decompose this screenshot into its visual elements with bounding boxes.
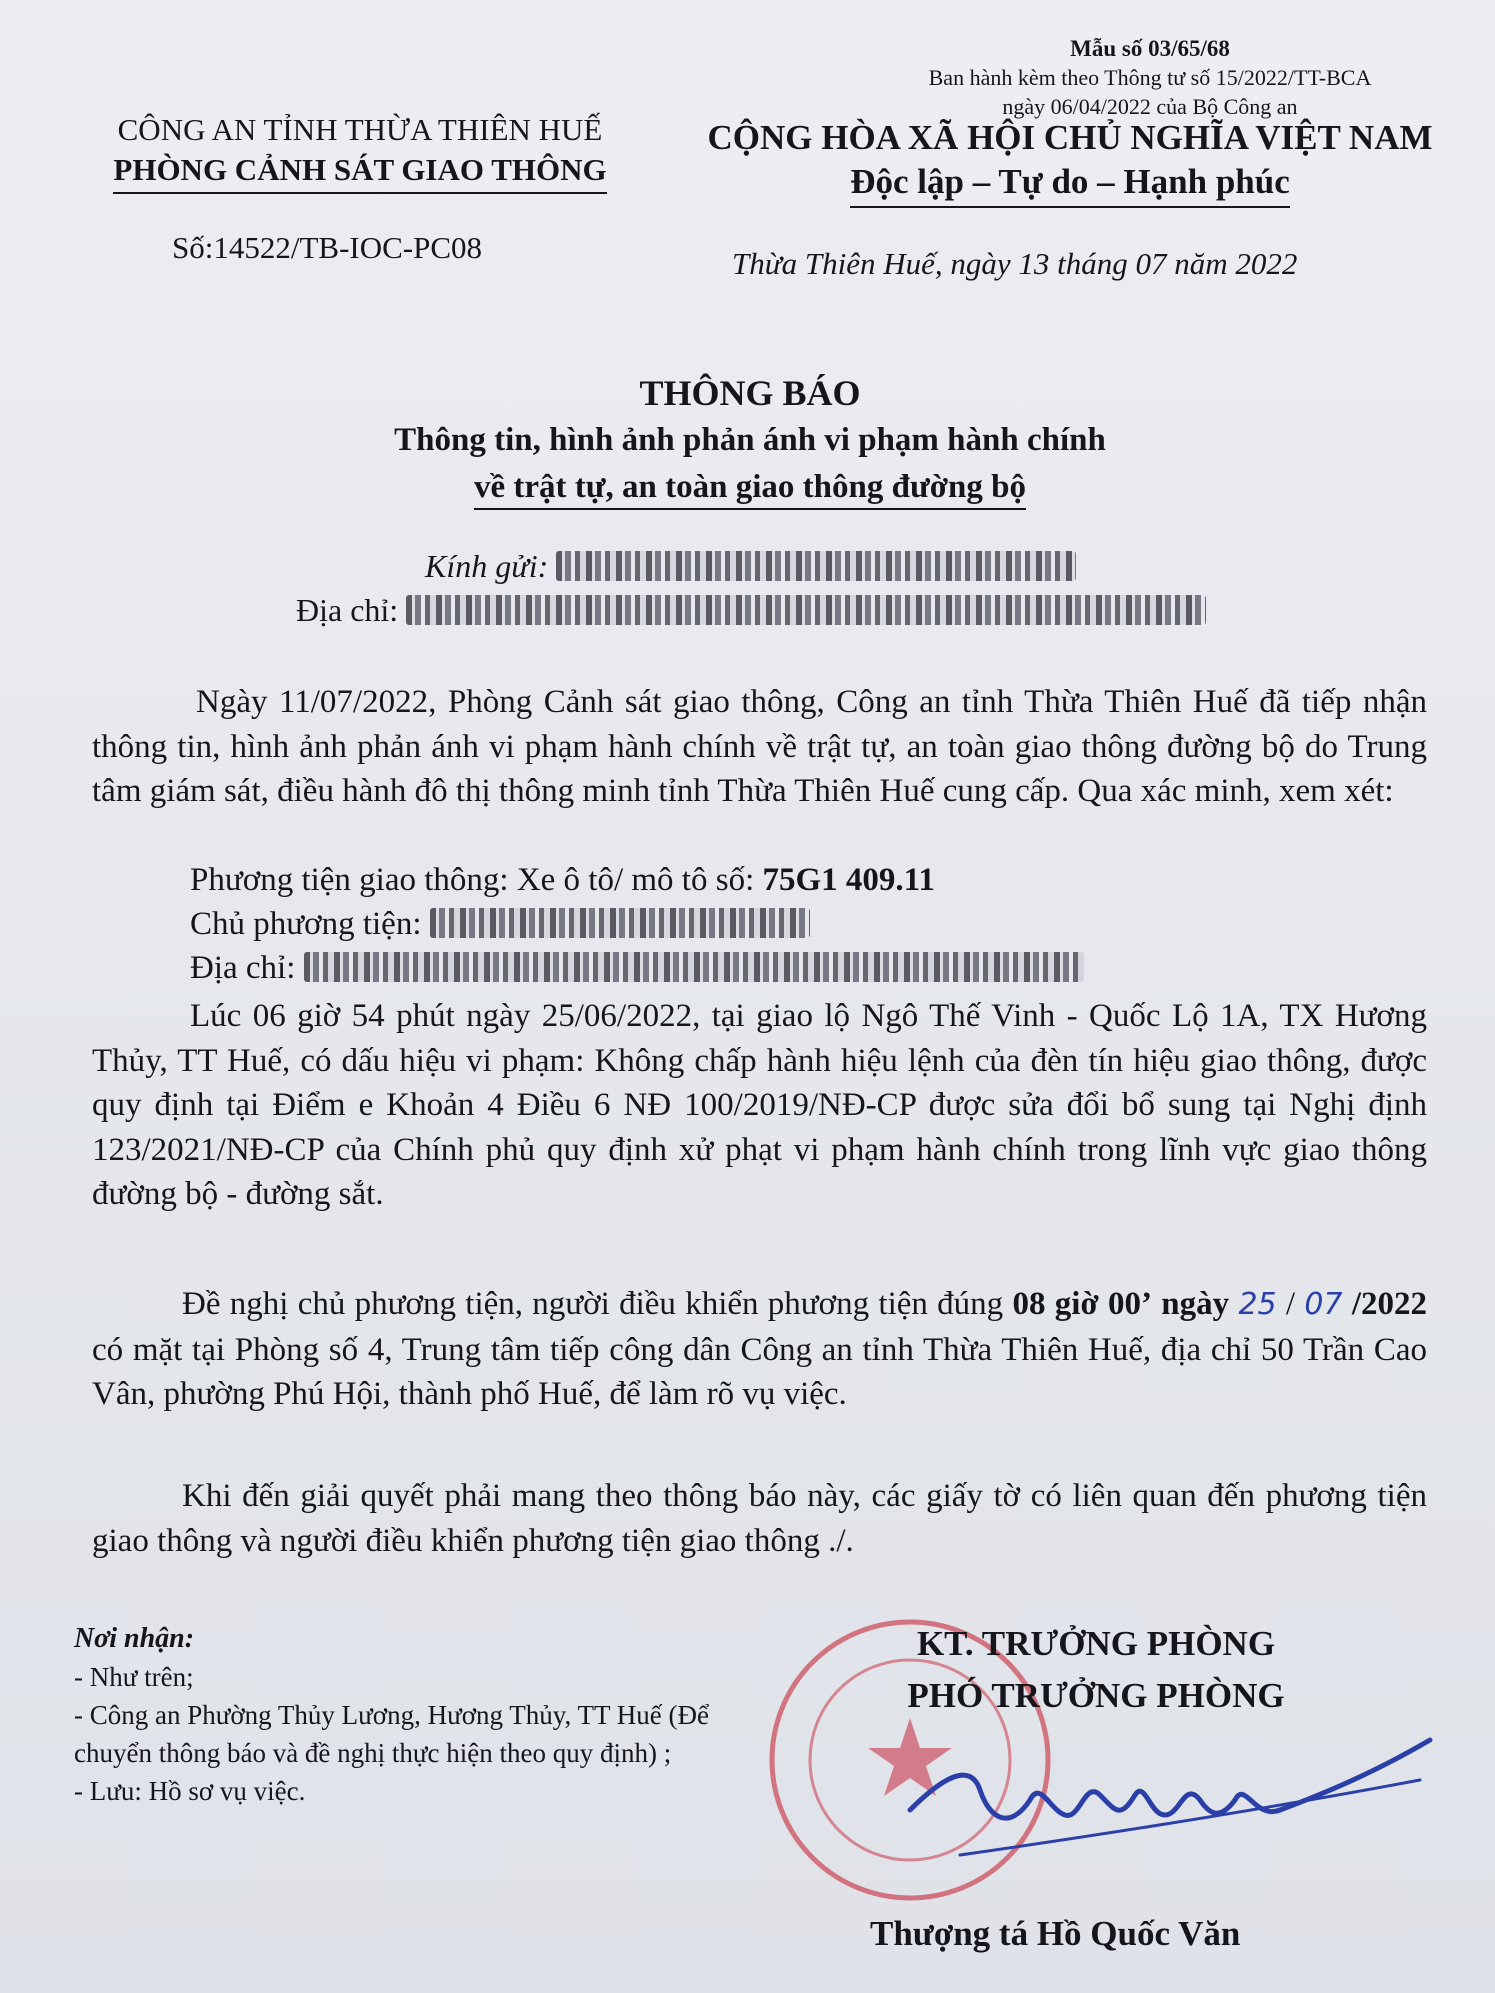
document-number: Số:14522/TB-IOC-PC08 <box>172 230 483 265</box>
recipient-item: - Lưu: Hồ sơ vụ việc. <box>74 1776 306 1806</box>
signer-name: Thượng tá Hồ Quốc Văn <box>870 1914 1241 1953</box>
violation-paragraph: Lúc 06 giờ 54 phút ngày 25/06/2022, tại giao lộ Ngô Thế Vinh - Quốc Lộ 1A, TX Hương Thủy, TT Huế, có dấu hiệu vi phạm: Không chấp hành hiệu lệnh của đèn tín hiệu giao thông, được quy định tại Điểm e Khoản 4 Điều 6 NĐ 100/2019/NĐ-CP được sửa đổi bổ sung tại Nghị định 123/2021/NĐ-CP của Chính phủ quy định xử phạt vi phạm hành chính trong lĩnh vực giao thông đường bộ - đường sắt. <box>92 998 1427 1212</box>
form-issued-with: Ban hành kèm theo Thông tư số 15/2022/TT-BCA <box>928 65 1372 90</box>
redacted-owner-address <box>304 952 1084 982</box>
signature-title <box>846 1618 1346 1722</box>
owner-address-line <box>190 950 1084 987</box>
title-line2: về trật tự, an toàn giao thông đường bộ <box>474 469 1026 510</box>
to-label: Kính gửi: <box>425 548 549 584</box>
request-year: /2022 <box>1351 1286 1428 1322</box>
request-rest: có mặt tại Phòng số 4, Trung tâm tiếp công dân Công an tỉnh Thừa Thiên Huế, địa chỉ 50 Trần Cao Vân, phường Phú Hội, thành phố Huế, để làm rõ vụ việc. <box>92 1331 1427 1412</box>
agency-name: PHÒNG CẢNH SÁT GIAO THÔNG <box>113 150 606 194</box>
recipients-heading: Nơi nhận: <box>74 1623 195 1654</box>
handwritten-signature <box>900 1720 1440 1870</box>
closing-paragraph: Khi đến giải quyết phải mang theo thông báo này, các giấy tờ có liên quan đến phương tiện giao thông và người điều khiển phương tiện giao thông ./. <box>92 1478 1427 1559</box>
vehicle-label: Phương tiện giao thông: Xe ô tô/ mô tô số: <box>190 862 755 898</box>
addressee-address <box>296 592 1206 629</box>
redacted-owner <box>430 908 810 938</box>
request-time: 08 giờ 00’ <box>1012 1286 1152 1322</box>
owner-address-label: Địa chỉ: <box>190 950 296 986</box>
title-heading: THÔNG BÁO <box>639 373 861 413</box>
vehicle-plate: 75G1 409.11 <box>762 862 935 898</box>
agency-header <box>60 110 660 194</box>
recipient-item: - Như trên; <box>74 1662 194 1692</box>
redacted-name <box>556 551 1076 581</box>
place-date: Thừa Thiên Huế, ngày 13 tháng 07 năm 2022 <box>732 246 1298 281</box>
recipients-block <box>74 1620 714 1810</box>
intro-paragraph: Ngày 11/07/2022, Phòng Cảnh sát giao thông, Công an tỉnh Thừa Thiên Huế đã tiếp nhận thông tin, hình ảnh phản ánh vi phạm hành chính về trật tự, an toàn giao thông đường bộ do Trung tâm giám sát, điều hành đô thị thông minh tỉnh Thừa Thiên Huế cung cấp. Qua xác minh, xem xét: <box>92 684 1427 809</box>
document-title <box>300 370 1200 511</box>
owner-label: Chủ phương tiện: <box>190 906 422 942</box>
nation-name: CỘNG HÒA XÃ HỘI CHỦ NGHĨA VIỆT NAM <box>707 118 1433 157</box>
owner-line <box>190 906 810 943</box>
form-code: Mẫu số 03/65/68 <box>1070 36 1230 61</box>
agency-parent: CÔNG AN TỈNH THỪA THIÊN HUẾ <box>117 112 603 147</box>
recipient-item: - Công an Phường Thủy Lương, Hương Thủy, TT Huế (Để chuyển thông báo và đề nghị thực hiện theo quy định) ; <box>74 1700 709 1768</box>
signature-line2: PHÓ TRƯỞNG PHÒNG <box>907 1676 1285 1715</box>
addressee-to <box>425 548 1076 585</box>
signature-line1: KT. TRƯỞNG PHÒNG <box>916 1624 1276 1663</box>
vehicle-line <box>190 862 935 899</box>
request-prefix: Đề nghị chủ phương tiện, người điều khiển phương tiện đúng <box>182 1286 1004 1322</box>
title-line1: Thông tin, hình ảnh phản ánh vi phạm hành chính <box>394 422 1106 458</box>
nation-motto: Độc lập – Tự do – Hạnh phúc <box>850 160 1290 208</box>
request-day-word: ngày <box>1161 1286 1230 1322</box>
address-label: Địa chỉ: <box>296 592 399 628</box>
handwritten-month: 07 <box>1304 1287 1343 1322</box>
redacted-address <box>406 595 1206 625</box>
request-paragraph: Đề nghị chủ phương tiện, người điều khiển phương tiện đúng 08 giờ 00’ ngày 25 / 07 /2022 có mặt tại Phòng số 4, Trung tâm tiếp công dân Công an tỉnh Thừa Thiên Huế, địa chỉ 50 Trần Cao Vân, phường Phú Hội, thành phố Huế, để làm rõ vụ việc. <box>92 1286 1428 1412</box>
form-info <box>840 34 1460 121</box>
handwritten-day: 25 <box>1238 1287 1277 1322</box>
form-issued-date: ngày 06/04/2022 của Bộ Công an <box>1002 94 1298 119</box>
nation-header <box>680 116 1460 208</box>
